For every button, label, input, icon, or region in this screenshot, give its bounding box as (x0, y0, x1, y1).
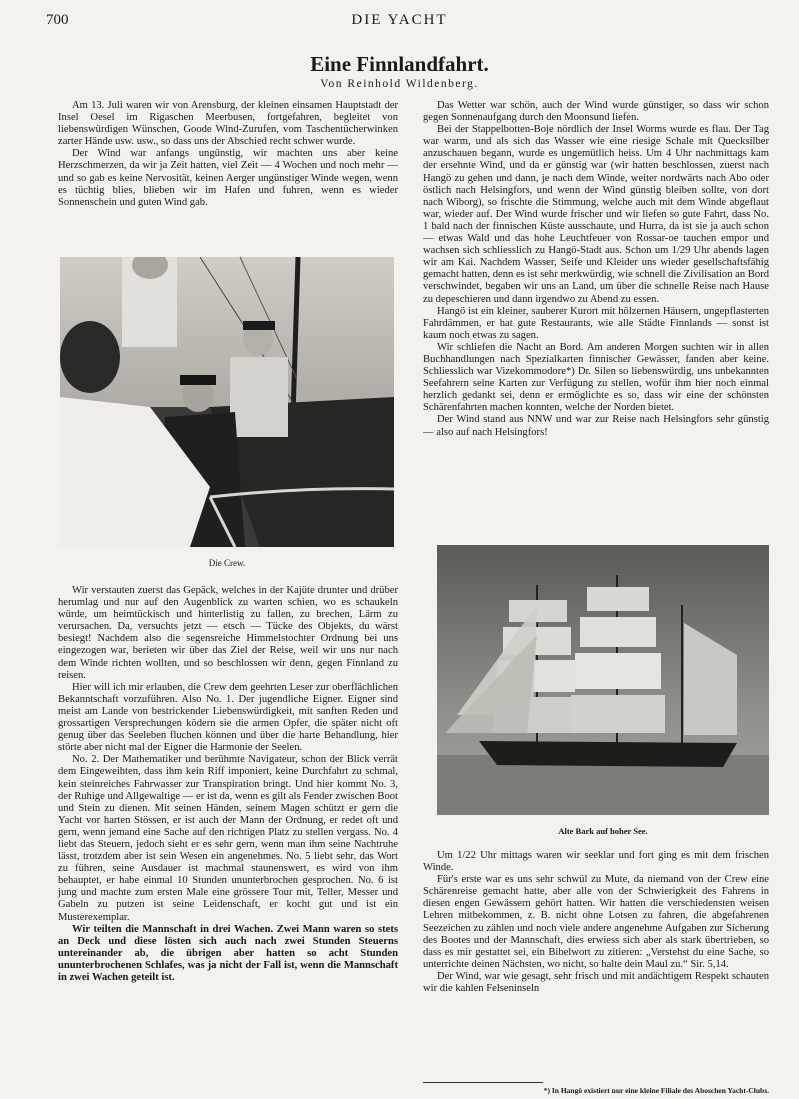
bark-photo (437, 545, 769, 815)
paragraph: Hier will ich mir erlauben, die Crew dem geehrten Leser zur oberflächlichen Bekanntschaft vorzuführen. Also No. 1. Der jugendliche Eigner. Eigner sind meist am Lande von bestrickender Liebenswürdigkeit, mit sanften Reden und grossartigen Versprechungen ködern sie die armen Opfer, die später nicht oft genug über das Seeleben fluchen können und über die harte Behandlung, hier störte aber nicht mal der Eigner die Harmonie der Seelen. (58, 681, 398, 754)
paragraph: Das Wetter war schön, auch der Wind wurde günstiger, so dass wir schon gegen Sonnenaufgang durch den Moonsund liefen. (423, 100, 769, 124)
bark-photo-illustration (437, 545, 769, 815)
page-number: 700 (46, 12, 69, 28)
paragraph: Am 13. Juli waren wir von Arensburg, der kleinen einsamen Hauptstadt der Insel Oesel im Rigaschen Meerbusen, fortgefahren, begleitet von liebenswürdigen Wünschen, Goode Wind-Zurufen, vom Taschentücherwinken zarter Hände usw. usw., so dass uns der Abschied recht schwer wurde. (58, 100, 398, 148)
paragraph: No. 2. Der Mathematiker und berühmte Navigateur, schon der Blick verrät dem Eingeweihten, dass ihm kein Riff imponiert, keine Durchfahrt zu schmal, kein steinreiches Fahrwasser zur Transpiration bringt. Und hier kommt No. 3, der Ruhige und Allgewaltige — er ist da, wenn es gilt als Fender zwischen Boot und Stein zu dienen. Mit seinen Händen, seinem Magen schützt er gern die Yacht vor harten Stössen, er ist auch der Mann der Ordnung, er redet oft und gern, wenn jemand eine Sache auf den richtigen Platz zu stellen vergass. No. 4 liebt das Steuern, jedoch sieht er es sehr gern, wenn man ihm seine Nachtruhe lässt, trotzdem aber ist sein Wesen ein angenehmes. No. 5 liebt sehr, das Wort zu führen, seine Ausdauer ist machmal staunenswert, es wird von ihm behauptet, er habe einmal 10 Stunden ununterbrochen gesprochen. No. 6 ist jung und machte zum ersten Male eine grössere Tour mit, Teller, Messer und Gabeln zu putzen ist seine Leidenschaft, er kocht gut und ist ein Musterexemplar. (58, 754, 398, 923)
footnote: *) In Hangö existiert nur eine kleine Filiale des Aboschen Yacht-Clubs. (543, 1086, 769, 1095)
crew-photo-illustration (60, 257, 394, 547)
crew-photo (60, 257, 394, 547)
paragraph: Bei der Stappelbotten-Boje nördlich der Insel Worms wurde es flau. Der Tag war warm, und als sich das Wasser wie eine riesige Schale mit Quecksilber anzuschauen begann, wurde es ungemütlich heiss. Um 4 Uhr nachmittags kam der ersehnte Wind, und da er günstig war (wir hatten beschlossen, zuerst nach Hangö zu gehen und dann, je nach dem Winde, weiter nordwärts nach Abo oder östlich nach Helsingfors, und wenn der Wind günstig bleiben sollte, von dort nach Wiborg), so frischte die Stimmung, welche auch mit dem Winde abgeflaut war, wieder auf. Der Wind wurde frischer und wir liefen so gute Fahrt, dass No. 1 bald nach der finnischen Küste ausschaute, und Hurra, da ist sie ja auch schon — etwas Wald und das hohe Leuchtfeuer von Rossar-oe tauchen empor und wachsen sich schliesslich zu Hangö-Stadt aus. Schon um 1/29 Uhr abends lagen wir am Kai. Nachdem Wasser, Seife und Kleider uns wieder gesellschaftsfähig gemacht hatten, denn es ist sehr merkwürdig, wie schnell die Zivilisation an Bord verschwindet, begaben wir uns an Land, um über die schnelle Reise nach Hause zu depeschieren und dann irgendwo zu Abend zu essen. (423, 124, 769, 305)
left-column-bottom (58, 585, 398, 1075)
page-header (0, 12, 799, 32)
bark-photo-caption: Alte Bark auf hoher See. (558, 826, 648, 836)
paragraph: Für's erste war es uns sehr schwül zu Mute, da niemand von der Crew eine Schärenreise gemacht hatte, aber alle von der Schwierigkeit des Fahrens in diesen engen Gewässern gehört hatten. Wir hatten die verschiedensten weisen Lehren mitbekommen, z. B. nicht ohne Lotsen zu fahren, die abgefahrenen Seezeichen zu zählen und noch viele andere angenehme Aufgaben zur Sicherung des Bootes und der Mannschaft, dies erwiess sich aber als stark übertrieben, so dass es mir gestattet sei, ein Bibelwort zu zitieren: „Verstehst du eine Sache, so unterrichte deinen Nächsten, wo nicht, so halte dein Maul zu.“ Sir. 5,14. (423, 874, 769, 970)
paragraph-bold: Wir teilten die Mannschaft in drei Wachen. Zwei Mann waren so stets an Deck und diese lösten sich auch nach zwei Stunden Steuerns untereinander ab, die übrigen aber hatten so acht Stunden ununterbrochenen Schlafes, was ja nicht der Fall ist, wenn die Mannschaft in zwei Wachen geteilt ist. (58, 923, 398, 983)
right-column-top (423, 100, 769, 530)
running-head: DIE YACHT (351, 12, 448, 28)
paragraph: Hangö ist ein kleiner, sauberer Kurort mit hölzernen Häusern, ungepflasterten Fahrdämmen, er hat gute Restaurants, wie alle Städte Finnlands — sonst ist kaum noch etwas zu sagen. (423, 305, 769, 341)
right-column-bottom (423, 850, 769, 1080)
footnote-rule (423, 1082, 543, 1083)
paragraph: Wir verstauten zuerst das Gepäck, welches in der Kajüte drunter und drüber herumlag und nur auf den Augenblick zu warten schien, wo es schaukeln würde, um heimtückisch und hinterlistig zu fallen, zu brechen, Lärm zu verursachen. Da, versuchts jetzt — etsch — Tücke des Objekts, du wärst besiegt! Nachdem also die segensreiche Himmelstochter Ordnung bei uns eingezogen war, berieten wir über das Ziel der Reise, weil wir uns nur nach dem Winde richten wollten, und so beschlossen wir denn, gegen Finnland zu reisen. (58, 585, 398, 681)
article-author: Von Reinhold Wildenberg. (320, 78, 479, 90)
paragraph: Um 1/22 Uhr mittags waren wir seeklar und fort ging es mit dem frischen Winde. (423, 850, 769, 874)
crew-photo-caption: Die Crew. (208, 558, 246, 568)
paragraph: Der Wind war anfangs ungünstig, wir machten uns aber keine Herzschmerzen, da wir ja Zeit hatten, viel Zeit — 4 Wochen und noch mehr — und so gab es keine Nervosität, keinen Aerger ungünstiger Winde wegen, wenn es tüchtig blies, blieben wir im Hafen und fuhren, wenn es wieder Sonnenschein und guten Wind gab. (58, 148, 398, 208)
paragraph: Der Wind stand aus NNW und war zur Reise nach Helsingfors sehr günstig — also auf nach Helsingfors! (423, 414, 769, 438)
article-title: Eine Finnlandfahrt. (310, 52, 489, 76)
left-column-top (58, 100, 398, 270)
paragraph: Wir schliefen die Nacht an Bord. Am anderen Morgen suchten wir in allen Buchhandlungen nach Spezialkarten finnischer Gewässer, fanden aber keine. Schliesslich war Vizekommodore*) Dr. Silen so liebenswürdig, uns unbekannten Seefahrern seine Karten zur Verfügung zu stellen, wofür ihm hier noch einmal herzlich gedankt sei, denn er ermöglichte es so, dass wir eine der schönsten Schärenfahrten machen konnten, welche der Norden bietet. (423, 341, 769, 414)
paragraph: Der Wind, war wie gesagt, sehr frisch und mit andächtigem Respekt schauten wir die kahlen Felseninseln (423, 970, 769, 995)
